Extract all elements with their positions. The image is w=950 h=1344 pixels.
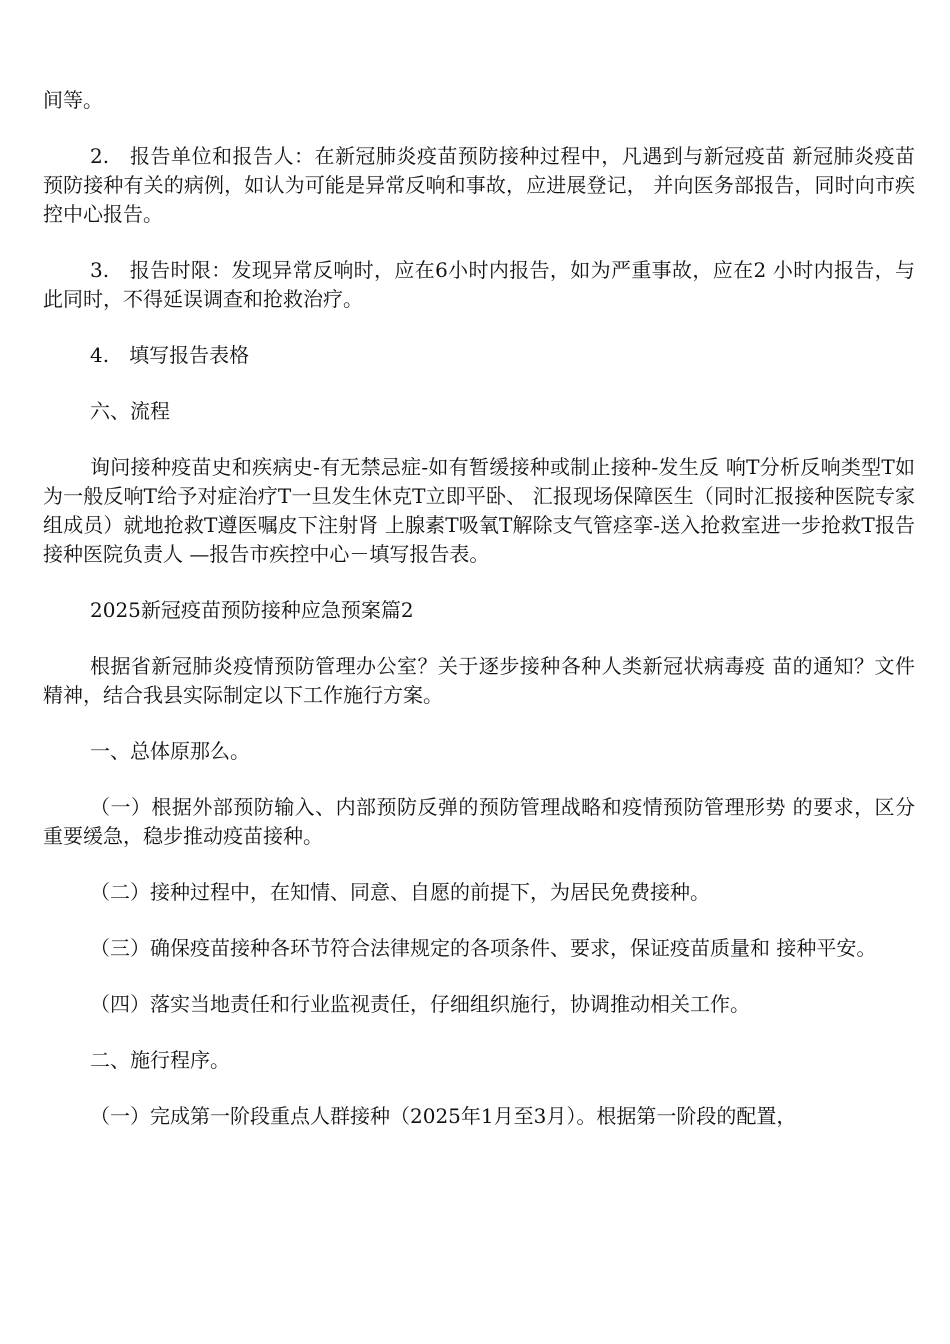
paragraph-continuation: 间等。 xyxy=(43,88,103,112)
paragraph-principle-3: （三）确保疫苗接种各环节符合法律规定的各项条件、要求，保证疫苗质量和 接种平安。 xyxy=(90,936,877,960)
paragraph-principle-2: （二）接种过程中，在知情、同意、自愿的前提下，为居民免费接种。 xyxy=(90,880,710,904)
section-heading-principles: 一、总体原那么。 xyxy=(90,739,250,763)
document-body xyxy=(43,86,915,1158)
paragraph-principle-1: （一）根据外部预防输入、内部预防反弹的预防管理战略和疫情预防管理形势 的要求，区分重要缓急，稳步推动疫苗接种。 xyxy=(43,795,915,848)
paragraph-procedure-1: （一）完成第一阶段重点人群接种（2025年1月至3月）。根据第一阶段的配置， xyxy=(90,1104,797,1128)
paragraph-intro: 根据省新冠肺炎疫情预防管理办公室？关于逐步接种各种人类新冠状病毒疫 苗的通知？文件精神，结合我县实际制定以下工作施行方案。 xyxy=(43,654,915,707)
section-title-part-2: 2025新冠疫苗预防接种应急预案篇2 xyxy=(90,598,414,622)
paragraph-report-unit: 2. 报告单位和报告人：在新冠肺炎疫苗预防接种过程中，凡遇到与新冠疫苗 新冠肺炎疫苗预防接种有关的病例，如认为可能是异常反响和事故，应进展登记， 并向医务部报告，同时向市疾控中心报告。 xyxy=(43,144,915,226)
paragraph-report-time-limit: 3. 报告时限：发现异常反响时，应在6小时内报告，如为严重事故，应在2 小时内报告，与此同时，不得延误调查和抢救治疗。 xyxy=(43,258,915,311)
paragraph-principle-4: （四）落实当地责任和行业监视责任，仔细组织施行，协调推动相关工作。 xyxy=(90,992,750,1016)
section-heading-process: 六、流程 xyxy=(90,399,170,423)
section-heading-procedure: 二、施行程序。 xyxy=(90,1048,230,1072)
paragraph-process-flow: 询问接种疫苗史和疾病史-有无禁忌症-如有暂缓接种或制止接种-发生反 响T分析反响类型T如为一般反响T给予对症治疗T一旦发生休克T立即平卧、 汇报现场保障医生（同时汇报接种医院专家组成员）就地抢救T遵医嘱皮下注射肾 上腺素T吸氧T解除支气管痉挛-送入抢救室进一步抢救T报告接种医院负责人 —报告市疾控中心－填写报告表。 xyxy=(43,455,915,566)
paragraph-fill-form: 4. 填写报告表格 xyxy=(90,343,250,367)
